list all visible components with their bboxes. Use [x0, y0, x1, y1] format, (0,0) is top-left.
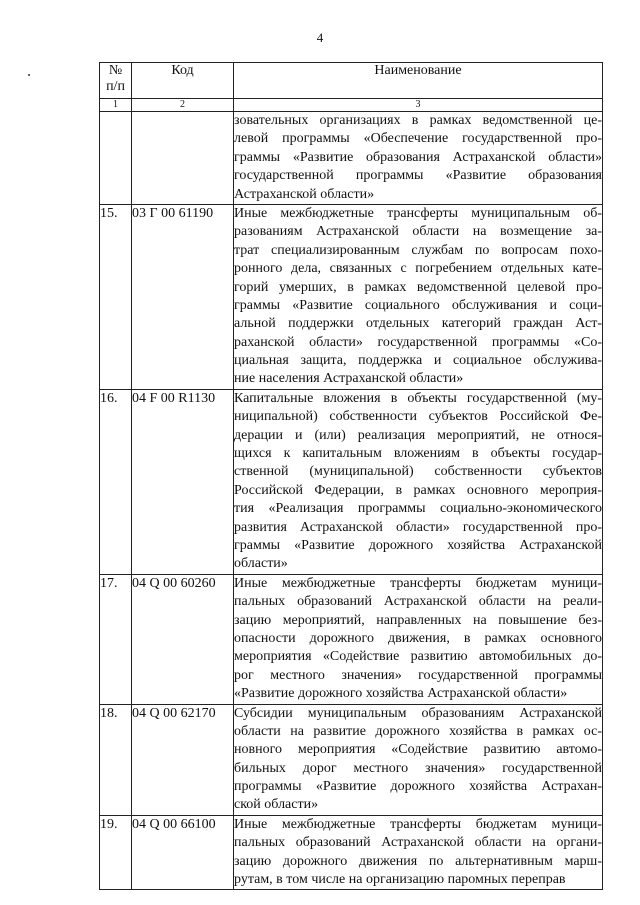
- row-name-line: пальных образований Астраханской области на органи-: [234, 835, 602, 851]
- row-name-line: зацию дорожного движения по альтернативным марш-: [234, 853, 602, 869]
- header-code: Код: [132, 63, 234, 99]
- row-name-line: ской области»: [234, 797, 319, 813]
- row-name-line: Астраханской области»: [234, 186, 375, 202]
- row-name: [234, 574, 603, 704]
- row-name-line: дерации и (или) реализация мероприятий, не относя-: [234, 427, 602, 443]
- page-number: 4: [316, 30, 324, 45]
- row-name: [234, 389, 603, 574]
- row-code: 04 Q 00 62170: [132, 704, 234, 815]
- row-number: 15.: [100, 204, 132, 389]
- row-name-line: рутам, в том числе на организацию паромных переправ: [234, 872, 566, 888]
- row-name-line: Иные межбюджетные трансферты бюджетам муници-: [234, 816, 602, 832]
- row-name: [234, 815, 603, 890]
- row-name-line: мероприятия «Содействие развитию автомобильных до-: [234, 649, 602, 665]
- row-name-line: государственной программы «Развитие образования: [234, 168, 602, 184]
- row-name-line: граммы «Развитие социального обслуживания и соци-: [234, 297, 602, 313]
- row-name-line: программы «Развитие дорожного хозяйства Астрахан-: [234, 779, 602, 795]
- header-number-line2: п/п: [106, 79, 125, 94]
- row-name: [234, 112, 603, 205]
- row-name-line: Иные межбюджетные трансферты бюджетам муници-: [234, 575, 602, 591]
- row-name-line: развития Астраханской области» государственной про-: [234, 519, 602, 535]
- row-name-line: бильных дорог местного значения» государственной: [234, 760, 602, 776]
- row-name-line: Субсидии муниципальным образованиям Астраханской: [234, 705, 602, 721]
- column-index-row: [100, 99, 603, 112]
- column-index-3: 3: [234, 99, 603, 112]
- row-number: 18.: [100, 704, 132, 815]
- row-code: 03 Г 00 61190: [132, 204, 234, 389]
- row-name-line: Капитальные вложения в объекты государственной (му-: [234, 390, 602, 406]
- row-name-line: альной поддержки отдельных категорий граждан Аст-: [234, 316, 602, 332]
- table-header-row: [100, 63, 603, 99]
- table-row: [100, 112, 603, 205]
- table-row: [100, 815, 603, 890]
- column-index-2: 2: [132, 99, 234, 112]
- row-name-line: пальных образований Астраханской области на реали-: [234, 594, 602, 610]
- table-row: [100, 389, 603, 574]
- table-row: [100, 204, 603, 389]
- row-name: [234, 204, 603, 389]
- row-name-line: ственной (муниципальной) собственности субъектов: [234, 464, 602, 480]
- budget-codes-table: [99, 62, 603, 890]
- row-name-line: тия «Реализация программы социально-экономического: [234, 501, 602, 517]
- row-name-line: Российской Федерации, в рамках основного мероприя-: [234, 482, 602, 498]
- row-number: [100, 112, 132, 205]
- row-code: [132, 112, 234, 205]
- row-name-line: циальная защита, поддержка и социальное обслужива-: [234, 353, 602, 369]
- row-name-line: трат специализированным службам по вопросам похо-: [234, 242, 602, 258]
- row-name-line: Иные межбюджетные трансферты муниципальным об-: [234, 205, 602, 221]
- row-name-line: щихся к капитальным вложениям в объекты государ-: [234, 446, 602, 462]
- row-name-line: зацию мероприятий, направленных на повышение без-: [234, 612, 602, 628]
- row-name-line: «Развитие дорожного хозяйства Астраханской области»: [234, 686, 568, 702]
- row-name-line: левой программы «Обеспечение государственной про-: [234, 131, 602, 147]
- row-code: 04 Q 00 66100: [132, 815, 234, 890]
- header-name: Наименование: [234, 63, 603, 99]
- scan-speck: [28, 74, 30, 76]
- header-number: [100, 63, 132, 99]
- table-row: [100, 704, 603, 815]
- row-name-line: области»: [234, 556, 288, 572]
- row-number: 16.: [100, 389, 132, 574]
- row-name-line: раханской области» государственной программы «Со-: [234, 334, 602, 350]
- column-index-1: 1: [100, 99, 132, 112]
- row-name: [234, 704, 603, 815]
- row-name-line: новного мероприятия «Содействие развитию автомо-: [234, 742, 602, 758]
- table-row: [100, 574, 603, 704]
- row-name-line: граммы «Развитие образования Астраханской области»: [234, 149, 602, 165]
- row-name-line: граммы «Развитие дорожного хозяйства Астраханской: [234, 537, 602, 553]
- row-name-line: ние населения Астраханской области»: [234, 371, 464, 387]
- row-code: 04 Q 00 60260: [132, 574, 234, 704]
- row-code: 04 F 00 R1130: [132, 389, 234, 574]
- row-name-line: опасности дорожного движения, в рамках основного: [234, 630, 602, 646]
- row-name-line: зовательных организациях в рамках ведомственной це-: [234, 113, 602, 128]
- header-number-line1: №: [108, 63, 123, 78]
- row-number: 17.: [100, 574, 132, 704]
- row-name-line: рог местного значения» государственной программы: [234, 667, 602, 683]
- row-name-line: области на развитие дорожного хозяйства в рамках ос-: [234, 723, 602, 739]
- row-name-line: разованиям Астраханской области на возмещение за-: [234, 224, 602, 240]
- row-name-line: ронного дела, связанных с погребением отдельных кате-: [234, 261, 602, 277]
- row-number: 19.: [100, 815, 132, 890]
- row-name-line: ниципальной) собственности субъектов Российской Фе-: [234, 409, 602, 425]
- row-name-line: горий умерших, в рамках ведомственной целевой про-: [234, 279, 602, 295]
